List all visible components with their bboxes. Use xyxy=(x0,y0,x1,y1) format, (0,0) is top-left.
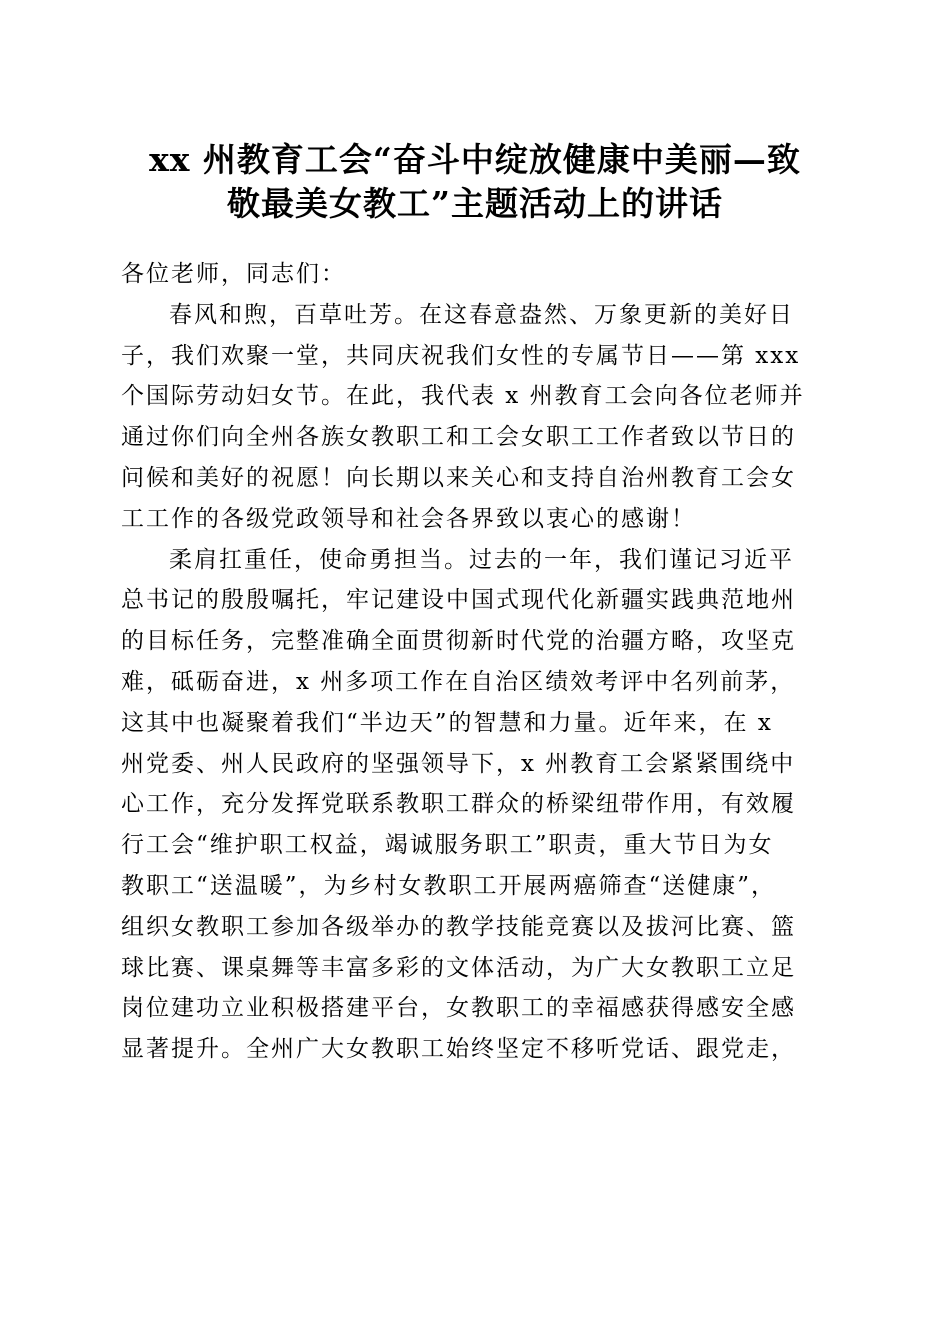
paragraph-line: 显著提升。全州广大女教职工始终坚定不移听党话、跟党走， xyxy=(121,1036,796,1063)
paragraph-line: 工工作的各级党政领导和社会各界致以衷心的感谢！ xyxy=(121,505,696,532)
paragraph-line: 通过你们向全州各族女教职工和工会女职工工作者致以节日的 xyxy=(121,424,796,451)
paragraph-line: 这其中也凝聚着我们“半边天”的智慧和力量。近年来，在 x xyxy=(121,709,773,736)
paragraph-2 xyxy=(121,540,841,1070)
title-line-1: xx 州教育工会“奋斗中绽放健康中美丽—致 xyxy=(149,140,801,179)
title-line-2: 敬最美女教工”主题活动上的讲话 xyxy=(227,184,723,223)
paragraph-line: 教职工“送温暖”，为乡村女教职工开展两癌筛查“送健康”， xyxy=(121,872,777,899)
paragraph-line: 问候和美好的祝愿！向长期以来关心和支持自治州教育工会女 xyxy=(121,464,796,491)
paragraph-line: 柔肩扛重任，使命勇担当。过去的一年，我们谨记习近平 xyxy=(169,546,794,573)
paragraph-line: 行工会“维护职工权益，竭诚服务职工”职责，重大节日为女 xyxy=(121,832,774,859)
paragraph-1 xyxy=(121,295,841,540)
paragraph-line: 岗位建功立业积极搭建平台，女教职工的幸福感获得感安全感 xyxy=(121,995,796,1022)
document-body xyxy=(121,254,841,1070)
paragraph-line: 个国际劳动妇女节。在此，我代表 x 州教育工会向各位老师并 xyxy=(121,383,805,410)
salutation: 各位老师，同志们： xyxy=(121,261,346,287)
document-title xyxy=(100,138,850,226)
paragraph-line: 总书记的殷殷嘱托，牢记建设中国式现代化新疆实践典范地州 xyxy=(121,587,796,614)
paragraph-line: 心工作，充分发挥党联系教职工群众的桥梁纽带作用，有效履 xyxy=(121,791,796,818)
paragraph-line: 的目标任务，完整准确全面贯彻新时代党的治疆方略，攻坚克 xyxy=(121,628,796,655)
paragraph-line: 春风和煦，百草吐芳。在这春意盎然、万象更新的美好日 xyxy=(169,301,794,328)
paragraph-line: 球比赛、课桌舞等丰富多彩的文体活动，为广大女教职工立足 xyxy=(121,954,796,981)
paragraph-line: 难，砥砺奋进，x 州多项工作在自治区绩效考评中名列前茅， xyxy=(121,668,796,695)
paragraph-line: 子，我们欢聚一堂，共同庆祝我们女性的专属节日——第 xxx xyxy=(121,342,801,369)
paragraph-line: 组织女教职工参加各级举办的教学技能竞赛以及拔河比赛、篮 xyxy=(121,913,796,940)
paragraph-line: 州党委、州人民政府的坚强领导下，x 州教育工会紧紧围绕中 xyxy=(121,750,796,777)
